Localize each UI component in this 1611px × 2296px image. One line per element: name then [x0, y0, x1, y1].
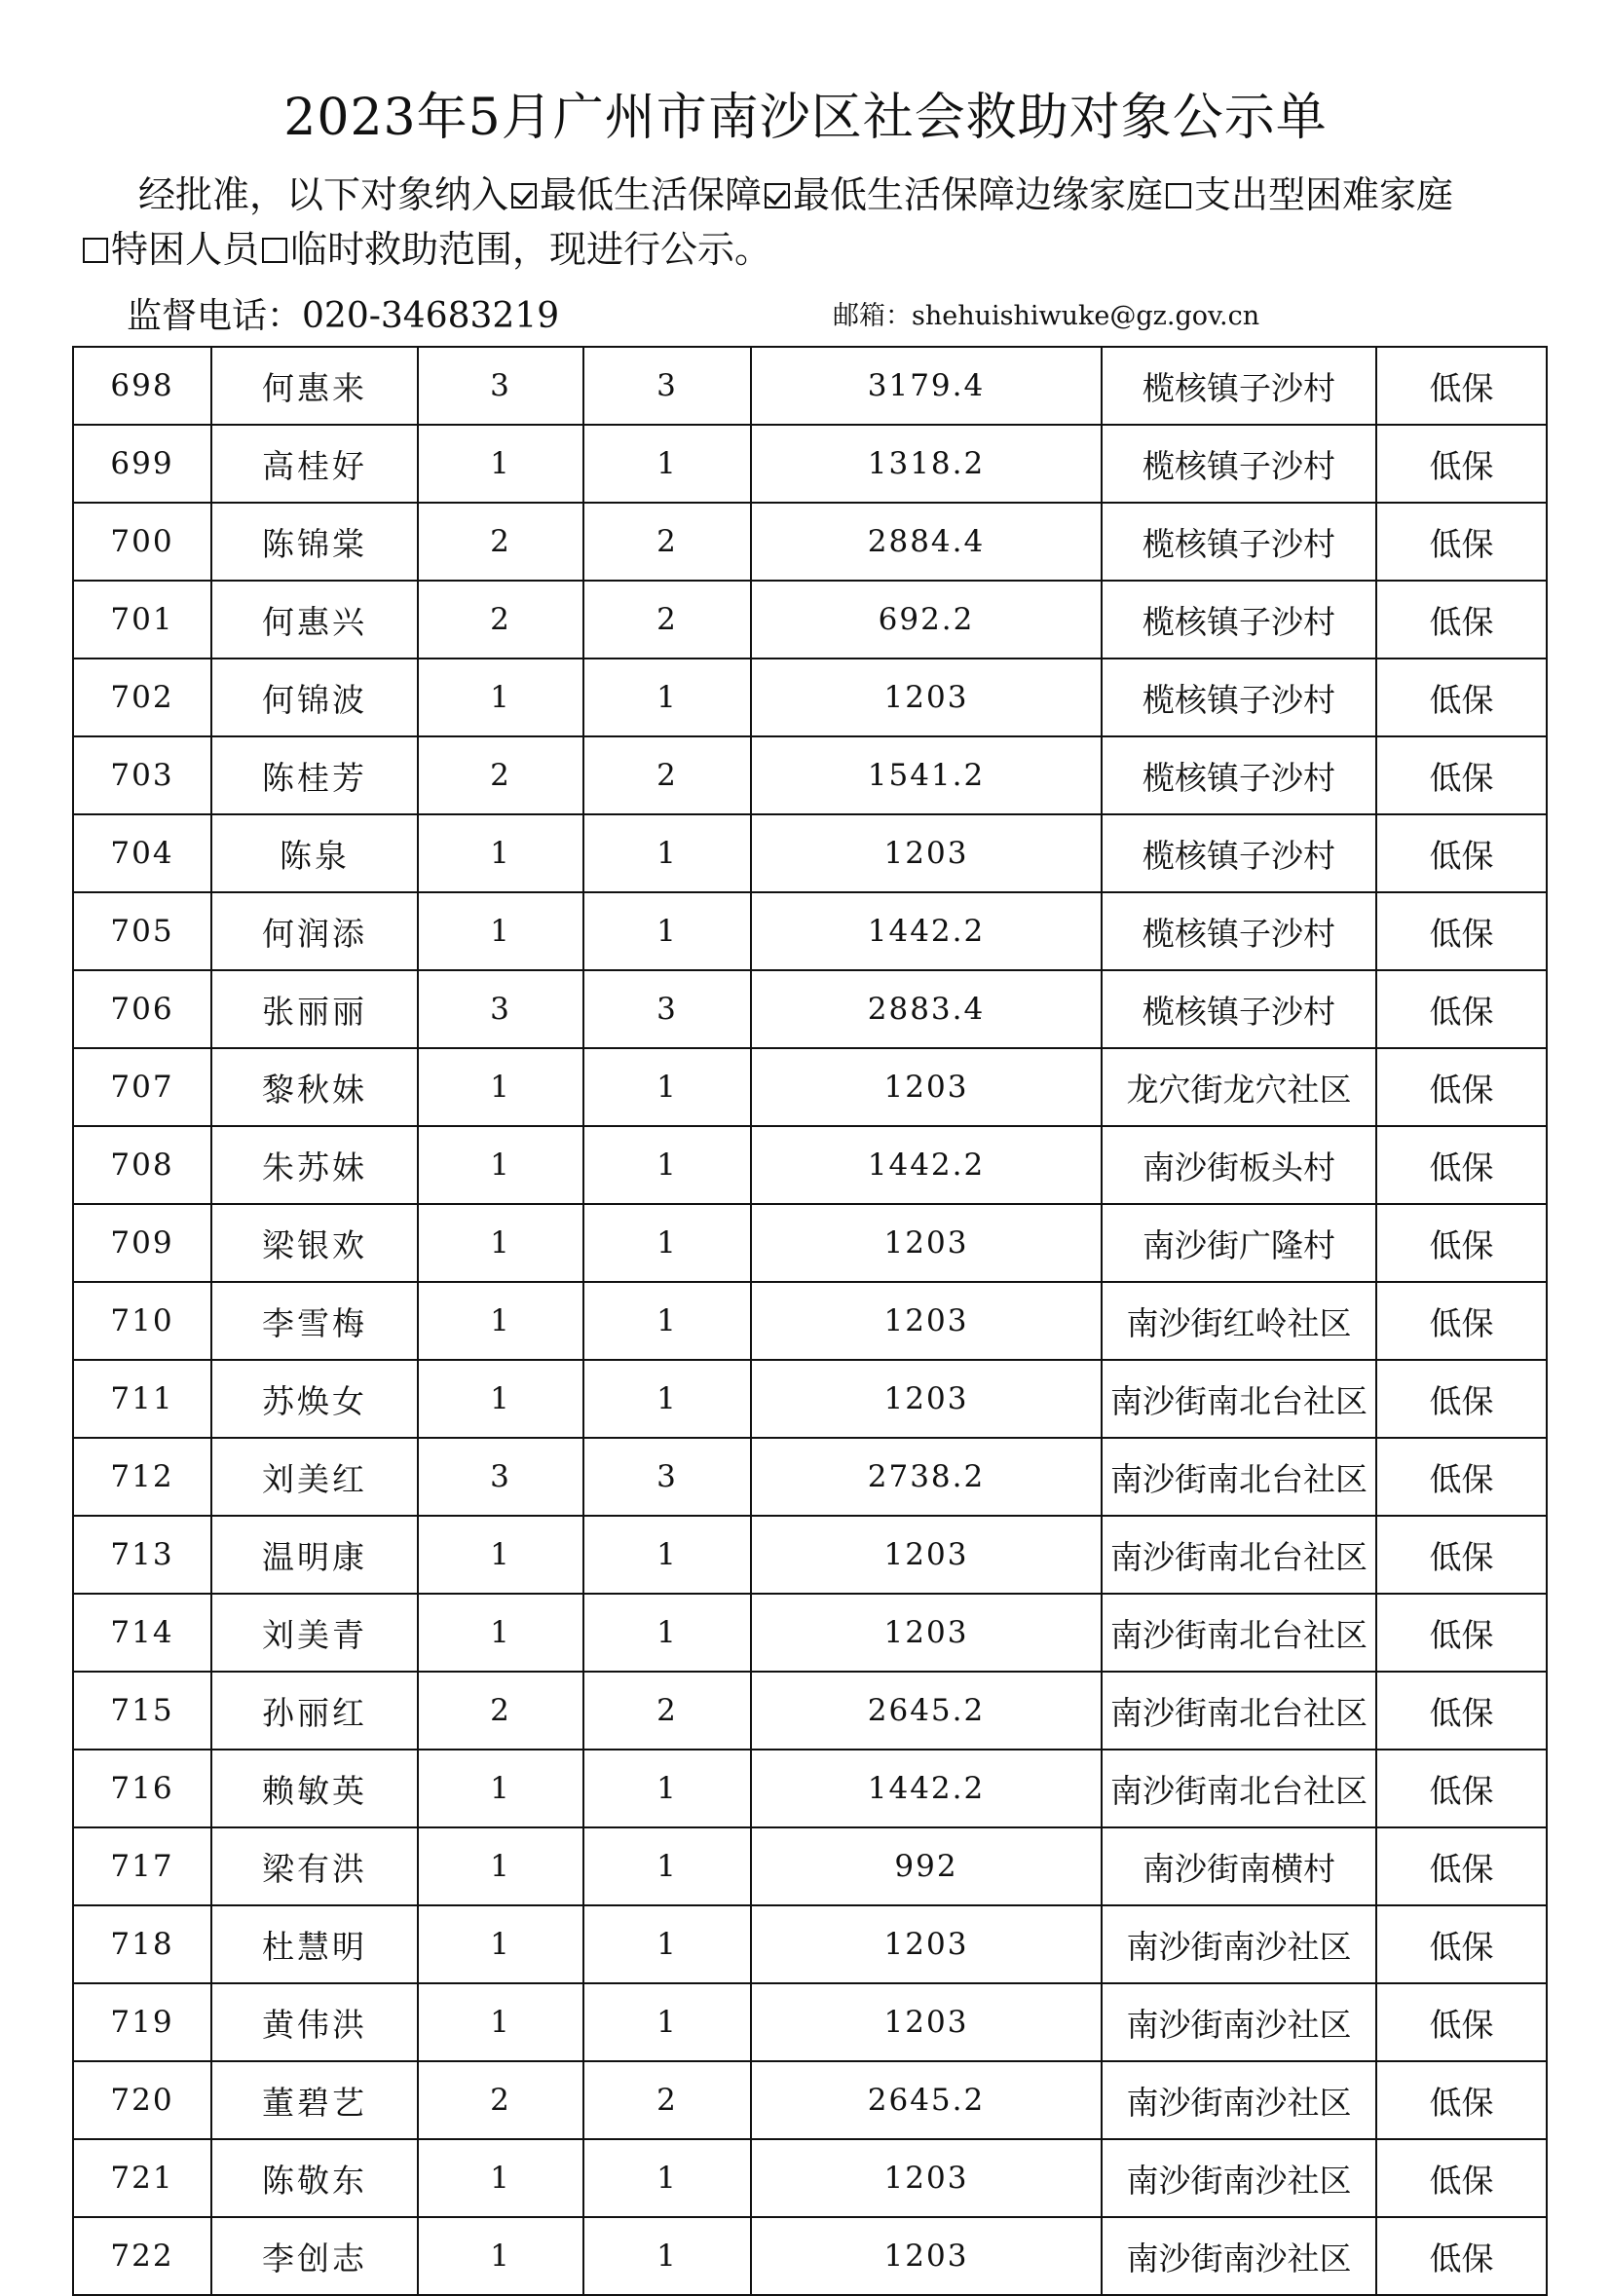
category-cell: 低保	[1376, 892, 1547, 970]
amount-cell: 1541.2	[751, 736, 1102, 814]
serial-cell: 722	[73, 2217, 211, 2295]
serial-cell: 720	[73, 2061, 211, 2139]
table-body	[73, 347, 1547, 2295]
covered-persons-cell: 2	[583, 2061, 751, 2139]
phone-label: 监督电话：	[127, 296, 303, 336]
supervision-phone	[127, 288, 559, 338]
checkbox-icon-dibao	[511, 183, 537, 208]
household-size-cell: 1	[418, 1516, 583, 1594]
table-row	[73, 814, 1547, 892]
serial-cell: 721	[73, 2139, 211, 2217]
table-row	[73, 2217, 1547, 2295]
household-size-cell: 1	[418, 1126, 583, 1204]
household-size-cell: 1	[418, 1750, 583, 1827]
category-cell: 低保	[1376, 1827, 1547, 1905]
serial-cell: 707	[73, 1048, 211, 1126]
amount-cell: 1203	[751, 2217, 1102, 2295]
household-size-cell: 1	[418, 814, 583, 892]
serial-cell: 713	[73, 1516, 211, 1594]
checkbox-icon-linshi	[262, 238, 287, 263]
serial-cell: 701	[73, 581, 211, 659]
serial-cell: 714	[73, 1594, 211, 1672]
category-cell: 低保	[1376, 1672, 1547, 1750]
serial-cell: 717	[73, 1827, 211, 1905]
amount-cell: 1203	[751, 2139, 1102, 2217]
covered-persons-cell: 2	[583, 581, 751, 659]
serial-cell: 718	[73, 1905, 211, 1983]
table-row	[73, 503, 1547, 581]
name-cell: 李创志	[211, 2217, 418, 2295]
amount-cell: 2738.2	[751, 1438, 1102, 1516]
name-cell: 梁有洪	[211, 1827, 418, 1905]
table-row	[73, 1282, 1547, 1360]
name-cell: 朱苏妹	[211, 1126, 418, 1204]
community-cell: 南沙街南沙社区	[1102, 1905, 1376, 1983]
serial-cell: 719	[73, 1983, 211, 2061]
name-cell: 梁银欢	[211, 1204, 418, 1282]
serial-cell: 708	[73, 1126, 211, 1204]
amount-cell: 1318.2	[751, 425, 1102, 503]
covered-persons-cell: 3	[583, 1438, 751, 1516]
table-row	[73, 1827, 1547, 1905]
community-cell: 南沙街南沙社区	[1102, 1983, 1376, 2061]
community-cell: 榄核镇子沙村	[1102, 503, 1376, 581]
table-row	[73, 347, 1547, 425]
intro-prefix: 经批准，以下对象纳入	[138, 173, 509, 216]
covered-persons-cell: 1	[583, 1204, 751, 1282]
community-cell: 榄核镇子沙村	[1102, 892, 1376, 970]
category-cell: 低保	[1376, 1983, 1547, 2061]
name-cell: 苏焕女	[211, 1360, 418, 1438]
household-size-cell: 2	[418, 2061, 583, 2139]
name-cell: 何惠来	[211, 347, 418, 425]
phone-number: 020-34683219	[302, 296, 560, 336]
table-row	[73, 1048, 1547, 1126]
covered-persons-cell: 1	[583, 814, 751, 892]
community-cell: 南沙街南北台社区	[1102, 1594, 1376, 1672]
table-row	[73, 2139, 1547, 2217]
category-cell: 低保	[1376, 425, 1547, 503]
covered-persons-cell: 2	[583, 503, 751, 581]
category-cell: 低保	[1376, 1126, 1547, 1204]
household-size-cell: 1	[418, 1204, 583, 1282]
community-cell: 南沙街板头村	[1102, 1126, 1376, 1204]
community-cell: 榄核镇子沙村	[1102, 814, 1376, 892]
amount-cell: 1203	[751, 814, 1102, 892]
amount-cell: 2883.4	[751, 970, 1102, 1048]
amount-cell: 1203	[751, 1048, 1102, 1126]
table-row	[73, 1438, 1547, 1516]
covered-persons-cell: 1	[583, 1750, 751, 1827]
category-cell: 低保	[1376, 1360, 1547, 1438]
community-cell: 南沙街红岭社区	[1102, 1282, 1376, 1360]
checkbox-icon-tekun	[83, 238, 108, 263]
amount-cell: 1203	[751, 1905, 1102, 1983]
household-size-cell: 2	[418, 503, 583, 581]
community-cell: 南沙街南沙社区	[1102, 2217, 1376, 2295]
name-cell: 陈锦棠	[211, 503, 418, 581]
serial-cell: 699	[73, 425, 211, 503]
household-size-cell: 2	[418, 581, 583, 659]
option-label-linshi: 临时救助	[290, 228, 439, 271]
amount-cell: 992	[751, 1827, 1102, 1905]
community-cell: 南沙街南北台社区	[1102, 1360, 1376, 1438]
name-cell: 李雪梅	[211, 1282, 418, 1360]
name-cell: 陈泉	[211, 814, 418, 892]
community-cell: 南沙街南北台社区	[1102, 1672, 1376, 1750]
serial-cell: 704	[73, 814, 211, 892]
table-row	[73, 659, 1547, 736]
serial-cell: 715	[73, 1672, 211, 1750]
covered-persons-cell: 1	[583, 1048, 751, 1126]
table-row	[73, 1983, 1547, 2061]
intro-line-2	[80, 222, 1531, 277]
community-cell: 南沙街广隆村	[1102, 1204, 1376, 1282]
amount-cell: 1442.2	[751, 1750, 1102, 1827]
household-size-cell: 1	[418, 892, 583, 970]
intro-line-1	[80, 168, 1531, 222]
category-cell: 低保	[1376, 659, 1547, 736]
household-size-cell: 2	[418, 1672, 583, 1750]
household-size-cell: 1	[418, 1048, 583, 1126]
amount-cell: 1203	[751, 1360, 1102, 1438]
option-label-tekun: 特困人员	[111, 228, 260, 271]
table-row	[73, 892, 1547, 970]
covered-persons-cell: 1	[583, 1516, 751, 1594]
amount-cell: 1203	[751, 1983, 1102, 2061]
category-cell: 低保	[1376, 2139, 1547, 2217]
name-cell: 张丽丽	[211, 970, 418, 1048]
community-cell: 榄核镇子沙村	[1102, 659, 1376, 736]
category-cell: 低保	[1376, 1438, 1547, 1516]
household-size-cell: 3	[418, 347, 583, 425]
name-cell: 孙丽红	[211, 1672, 418, 1750]
name-cell: 高桂好	[211, 425, 418, 503]
name-cell: 黄伟洪	[211, 1983, 418, 2061]
amount-cell: 1203	[751, 659, 1102, 736]
amount-cell: 1203	[751, 1594, 1102, 1672]
name-cell: 董碧艺	[211, 2061, 418, 2139]
serial-cell: 711	[73, 1360, 211, 1438]
household-size-cell: 1	[418, 659, 583, 736]
name-cell: 何润添	[211, 892, 418, 970]
serial-cell: 706	[73, 970, 211, 1048]
category-cell: 低保	[1376, 1048, 1547, 1126]
serial-cell: 700	[73, 503, 211, 581]
amount-cell: 1203	[751, 1282, 1102, 1360]
table-row	[73, 1204, 1547, 1282]
category-cell: 低保	[1376, 1516, 1547, 1594]
table-row	[73, 1360, 1547, 1438]
table-row	[73, 970, 1547, 1048]
community-cell: 南沙街南沙社区	[1102, 2061, 1376, 2139]
community-cell: 榄核镇子沙村	[1102, 581, 1376, 659]
option-label-dibao: 最低生活保障	[540, 173, 763, 216]
checkbox-icon-dibao-bianyuan	[765, 183, 790, 208]
household-size-cell: 1	[418, 1594, 583, 1672]
category-cell: 低保	[1376, 1905, 1547, 1983]
table-row	[73, 1594, 1547, 1672]
covered-persons-cell: 1	[583, 2217, 751, 2295]
amount-cell: 692.2	[751, 581, 1102, 659]
name-cell: 陈敬东	[211, 2139, 418, 2217]
table-row	[73, 1905, 1547, 1983]
amount-cell: 1442.2	[751, 892, 1102, 970]
amount-cell: 2884.4	[751, 503, 1102, 581]
covered-persons-cell: 1	[583, 1983, 751, 2061]
covered-persons-cell: 1	[583, 1905, 751, 1983]
amount-cell: 3179.4	[751, 347, 1102, 425]
household-size-cell: 3	[418, 1438, 583, 1516]
covered-persons-cell: 1	[583, 659, 751, 736]
covered-persons-cell: 1	[583, 1594, 751, 1672]
category-cell: 低保	[1376, 2061, 1547, 2139]
table-row	[73, 1750, 1547, 1827]
table-row	[73, 1516, 1547, 1594]
contact-line	[127, 288, 1393, 337]
recipient-table	[72, 346, 1548, 2296]
amount-cell: 1442.2	[751, 1126, 1102, 1204]
serial-cell: 716	[73, 1750, 211, 1827]
category-cell: 低保	[1376, 1594, 1547, 1672]
name-cell: 温明康	[211, 1516, 418, 1594]
household-size-cell: 1	[418, 1282, 583, 1360]
supervision-email	[833, 294, 1259, 332]
category-cell: 低保	[1376, 814, 1547, 892]
covered-persons-cell: 1	[583, 425, 751, 503]
email-address: shehuishiwuke@gz.gov.cn	[912, 301, 1260, 331]
serial-cell: 698	[73, 347, 211, 425]
covered-persons-cell: 1	[583, 1126, 751, 1204]
option-label-dibao-bianyuan: 最低生活保障边缘家庭	[793, 173, 1164, 216]
page-title: 2023年5月广州市南沙区社会救助对象公示单	[283, 89, 1328, 147]
amount-cell: 1203	[751, 1204, 1102, 1282]
serial-cell: 710	[73, 1282, 211, 1360]
serial-cell: 705	[73, 892, 211, 970]
category-cell: 低保	[1376, 1750, 1547, 1827]
category-cell: 低保	[1376, 581, 1547, 659]
checkbox-icon-zhichuxing	[1166, 183, 1191, 208]
intro-paragraph	[80, 168, 1531, 277]
household-size-cell: 1	[418, 2139, 583, 2217]
household-size-cell: 1	[418, 425, 583, 503]
household-size-cell: 1	[418, 1360, 583, 1438]
serial-cell: 703	[73, 736, 211, 814]
name-cell: 何惠兴	[211, 581, 418, 659]
household-size-cell: 1	[418, 2217, 583, 2295]
covered-persons-cell: 3	[583, 347, 751, 425]
intro-suffix: 范围，现进行公示。	[438, 228, 772, 271]
covered-persons-cell: 3	[583, 970, 751, 1048]
household-size-cell: 2	[418, 736, 583, 814]
community-cell: 南沙街南北台社区	[1102, 1750, 1376, 1827]
community-cell: 南沙街南北台社区	[1102, 1516, 1376, 1594]
community-cell: 榄核镇子沙村	[1102, 347, 1376, 425]
table-row	[73, 2061, 1547, 2139]
household-size-cell: 3	[418, 970, 583, 1048]
name-cell: 赖敏英	[211, 1750, 418, 1827]
table-row	[73, 581, 1547, 659]
community-cell: 榄核镇子沙村	[1102, 736, 1376, 814]
name-cell: 杜慧明	[211, 1905, 418, 1983]
serial-cell: 712	[73, 1438, 211, 1516]
category-cell: 低保	[1376, 2217, 1547, 2295]
table-row	[73, 425, 1547, 503]
category-cell: 低保	[1376, 736, 1547, 814]
community-cell: 龙穴街龙穴社区	[1102, 1048, 1376, 1126]
household-size-cell: 1	[418, 1905, 583, 1983]
name-cell: 黎秋妹	[211, 1048, 418, 1126]
email-label: 邮箱：	[833, 301, 912, 331]
table-row	[73, 1126, 1547, 1204]
community-cell: 南沙街南沙社区	[1102, 2139, 1376, 2217]
covered-persons-cell: 2	[583, 1672, 751, 1750]
serial-cell: 702	[73, 659, 211, 736]
name-cell: 何锦波	[211, 659, 418, 736]
amount-cell: 1203	[751, 1516, 1102, 1594]
community-cell: 榄核镇子沙村	[1102, 970, 1376, 1048]
category-cell: 低保	[1376, 970, 1547, 1048]
amount-cell: 2645.2	[751, 2061, 1102, 2139]
covered-persons-cell: 2	[583, 736, 751, 814]
community-cell: 南沙街南北台社区	[1102, 1438, 1376, 1516]
table-row	[73, 736, 1547, 814]
category-cell: 低保	[1376, 1204, 1547, 1282]
household-size-cell: 1	[418, 1983, 583, 2061]
name-cell: 刘美红	[211, 1438, 418, 1516]
name-cell: 刘美青	[211, 1594, 418, 1672]
category-cell: 低保	[1376, 1282, 1547, 1360]
amount-cell: 2645.2	[751, 1672, 1102, 1750]
category-cell: 低保	[1376, 347, 1547, 425]
covered-persons-cell: 1	[583, 892, 751, 970]
covered-persons-cell: 1	[583, 1282, 751, 1360]
community-cell: 南沙街南横村	[1102, 1827, 1376, 1905]
name-cell: 陈桂芳	[211, 736, 418, 814]
covered-persons-cell: 1	[583, 2139, 751, 2217]
covered-persons-cell: 1	[583, 1827, 751, 1905]
community-cell: 榄核镇子沙村	[1102, 425, 1376, 503]
serial-cell: 709	[73, 1204, 211, 1282]
covered-persons-cell: 1	[583, 1360, 751, 1438]
category-cell: 低保	[1376, 503, 1547, 581]
table-row	[73, 1672, 1547, 1750]
household-size-cell: 1	[418, 1827, 583, 1905]
option-label-zhichuxing: 支出型困难家庭	[1194, 173, 1454, 216]
